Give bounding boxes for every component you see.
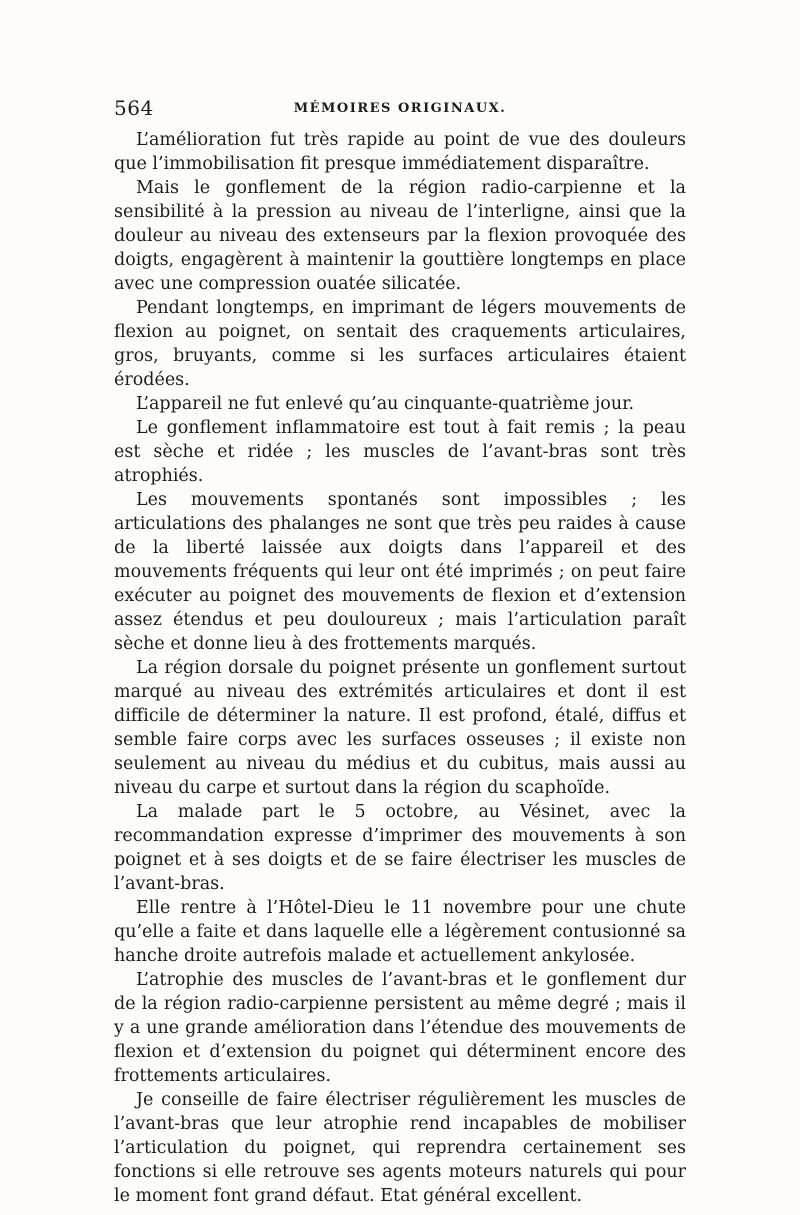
- document-page: [114, 96, 686, 1208]
- paragraph: La malade part le 5 octobre, au Vésinet, avec la recommandation expresse d’imprimer des mouvements à son poignet et à ses doigts et de se faire électriser les muscles de l’avant-bras.: [114, 802, 686, 894]
- paragraph: L’amélioration fut très rapide au point de vue des douleurs que l’immobilisation fit presque immédiatement disparaître.: [114, 130, 686, 174]
- paragraph: Elle rentre à l’Hôtel-Dieu le 11 novembre pour une chute qu’elle a faite et dans laquelle elle a légèrement contusionné sa hanche droite autrefois malade et actuellement ankylosée.: [114, 898, 686, 966]
- paragraph: Les mouvements spontanés sont impossibles ; les articulations des phalanges ne sont que très peu raides à cause de la liberté laissée aux doigts dans l’appareil et des mouvements fréquents qui leur ont été imprimés ; on peut faire exécuter au poignet des mouvements de flexion et d’extension assez étendus et peu douloureux ; mais l’articulation paraît sèche et donne lieu à des frottements marqués.: [114, 490, 686, 654]
- body-text: [114, 128, 686, 1208]
- paragraph: Pendant longtemps, en imprimant de légers mouvements de flexion au poignet, on sentait des craquements articulaires, gros, bruyants, comme si les surfaces articulaires étaient érodées.: [114, 298, 686, 390]
- paragraph: Le gonflement inflammatoire est tout à fait remis ; la peau est sèche et ridée ; les muscles de l’avant-bras sont très atrophiés.: [114, 418, 686, 486]
- running-header: [114, 96, 686, 126]
- paragraph: Mais le gonflement de la région radio-carpienne et la sensibilité à la pression au niveau de l’interligne, ainsi que la douleur au niveau des extenseurs par la flexion provoquée des doigts, engagèrent à maintenir la gouttière longtemps en place avec une compression ouatée silicatée.: [114, 178, 686, 294]
- paragraph: L’atrophie des muscles de l’avant-bras et le gonflement dur de la région radio-carpienne persistent au même degré ; mais il y a une grande amélioration dans l’étendue des mouvements de flexion et d’extension du poignet qui déterminent encore des frottements articulaires.: [114, 970, 686, 1086]
- paragraph: La région dorsale du poignet présente un gonflement surtout marqué au niveau des extrémités articulaires et dont il est difficile de déterminer la nature. Il est profond, étalé, diffus et semble faire corps avec les surfaces osseuses ; il existe non seulement au niveau du médius et du cubitus, mais aussi au niveau du carpe et surtout dans la région du scaphoïde.: [114, 658, 686, 798]
- page-number: 564: [114, 96, 154, 120]
- paragraph: Je conseille de faire électriser régulièrement les muscles de l’avant-bras que leur atrophie rend incapables de mobiliser l’articulation du poignet, qui reprendra certainement ses fonctions si elle retrouve ses agents moteurs naturels qui pour le moment font grand défaut. Etat général excellent.: [114, 1090, 686, 1206]
- paragraph: L’appareil ne fut enlevé qu’au cinquante-quatrième jour.: [136, 394, 635, 414]
- running-title: MÉMOIRES ORIGINAUX.: [293, 101, 507, 116]
